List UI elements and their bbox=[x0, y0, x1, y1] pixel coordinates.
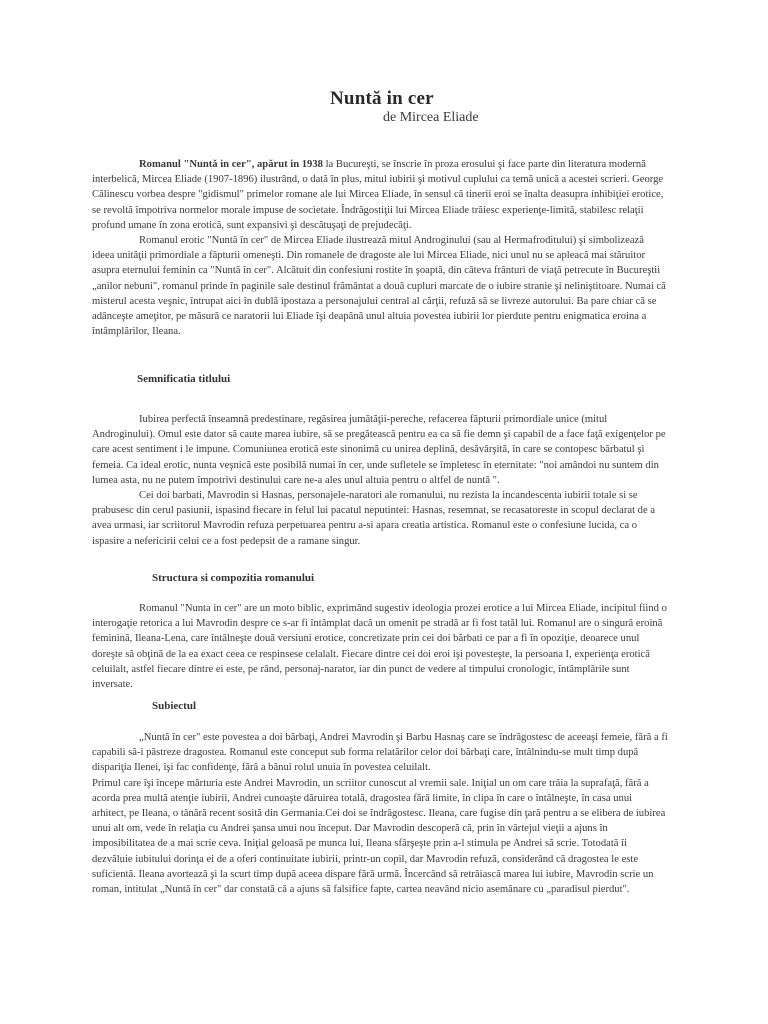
section-1-block bbox=[92, 412, 668, 549]
section-2-block bbox=[92, 601, 668, 692]
section-1-paragraph-1: Iubirea perfectă înseamnă predestinare, regăsirea jumătăţii-pereche, refacerea făpturii primordiale unice (mitul Androginului). Omul este dator să caute marea iubire, să se pregătească pentru ea ca să fie demn şi capabil de a face faţă exigenţelor pe care acest sentiment i le impune. Comuniunea erotică este sinonimă cu unirea deplină, desăvârşită, în care se contopesc bărbatul şi femeia. Ca ideal erotic, nunta veşnică este posibilă numai în cer, unde sufletele se împletesc în eternitate: "noi amândoi nu suntem din lumea asta, nu ne putem împotrivi destinului care ne-a ales unul altuia pentru o altfel de nuntă ". bbox=[92, 414, 666, 486]
section-3-paragraph-2: Primul care îşi începe mărturia este Andrei Mavrodin, un scriitor cunoscut al vremii sale. Iniţial un om care trăia la suprafaţă, fără a acorda prea multă atenţie iubirii, Andrei cunoaşte dăruirea totală, dragostea fără limite, în clipa în care o întâlneşte, în casa unui arhitect, pe Ileana, o tânără recent sosită din Germania.Cei doi se îndrăgostesc. Ileana, care fugise din ţară pentru a se elibera de iubirea unui alt om, vede în relaţia cu Andrei şansa unui nou început. Dar Mavrodin descoperă că, prin în vârtejul vieţii a ajuns în imposibilitatea de a mai scrie ceva. Iniţial geloasă pe munca lui, Ileana sfârşeşte prin a-l stimula pe Andrei să scrie. Totodată îi dezvăluie iubitului dorinţa ei de a oferi continuitate iubirii, printr-un copil, dar Mavrodin refuză, considerând că dragostea le este suficientă. Ileana avortează şi la scurt timp după aceea dispare fără urmă. Încercând să retrăiască marea lui iubire, Mavrodin scrie un roman, intitulat „Nuntă în cer" dar constată că a ajuns să falsifice fapte, cartea neavând nicio asemănare cu „paradisul pierdut". bbox=[92, 777, 666, 896]
intro-paragraph-2: Romanul erotic "Nuntă în cer" de Mircea Eliade ilustrează mitul Androginului (sau al Hermafroditului) şi simbolizează ideea unităţii primordiale a făpturii omeneşti. Din romanele de dragoste ale lui Mircea Eliade, nici unul nu se apleacă mai stăruitor asupra eternului feminin ca "Nuntă în cer". Alcătuit din confesiuni rostite în şoaptă, din câteva frânturi de viaţă petrecute în Bucureştii „anilor nebuni", romanul prinde în paginile sale destinul frământat a două cupluri marcate de o iubire stranie şi neliniştitoare. Numai că misterul acesta veşnic, întrupat aici în dublă ipostaza a personajului central al cărţii, refuză să se livreze autorului. Ba pare chiar că se adânceşte ameţitor, pe măsură ce naratorii lui Eliade îşi deapănă unul altuia povestea iubirii lor pierdute pentru enigmatica eroina a întâmplărilor, Ileana. bbox=[92, 235, 666, 338]
section-3-block bbox=[92, 730, 668, 897]
intro-lead: Romanul "Nuntă in cer", apărut in 1938 bbox=[139, 159, 323, 170]
document-author: de Mircea Eliade bbox=[383, 110, 479, 125]
section-1-paragraph-2: Cei doi barbati, Mavrodin si Hasnas, personajele-naratori ale romanului, nu rezista la incandescenta iubirii totale si se prabusesc din cerul pasiunii, ispasind fiecare in felul lui pacatul neputintei: Hasnas, resemnat, se recasatoreste in scopul declarat de a avea urmasi, iar scriitorul Mavrodin refuza perpetuarea pentru a-si apara creatia artistica. Romanul este o confesiune lucida, ca o ispasire a nefericirii celui ce a fost pedepsit de a ramane singur. bbox=[92, 490, 656, 547]
section-heading-subiectul: Subiectul bbox=[152, 700, 197, 712]
intro-block bbox=[92, 157, 668, 339]
section-heading-semnificatia: Semnificatia titlului bbox=[137, 373, 231, 385]
intro-paragraph-1-text: la Bucureşti, se înscrie în proza erosului şi face parte din literatura modernă interbelică, Mircea Eliade (1907-1896) ilustrând, o dată în plus, mitul iubirii şi motivul cuplului ca temă unică a acestei scrieri. George Călinescu vorbea despre "gidismul" primelor romane ale lui Mircea Eliade, în sensul că tinerii eroi se înalta deasupra inhibiţiei erotice, se revoltă împotriva normelor morale impuse de societate. Îndrăgostiţii lui Mircea Eliade trăiesc experienţe-limită, stabilesc relaţii profund umane în zona erotică, sunt expansivi şi descătuşaţi de prejudecăţi. bbox=[92, 159, 664, 231]
intro-paragraph-1 bbox=[92, 157, 668, 233]
section-2-paragraph-1: Romanul "Nunta in cer" are un moto biblic, exprimând sugestiv ideologia prozei erotice a lui Mircea Eliade, incipitul fiind o interogaţie retorica a lui Mavrodin despre ce s-ar fi întâmplat dacă un omenit pe stradă ar fi fost tatăl lui. Romanul are o singură eroină feminină, Ileana-Lena, care întâlneşte două versiuni erotice, concretizate prin cei doi bărbati ce par a fi în opoziţie, deoarece unul doreşte să obţină de la ea exact ceea ce respinsese celalalt. Fiecare dintre cei doi eroi işi povesteşte, la persoana I, experienţa erotică celuilalt, astfel fiecare dintre ei este, pe rând, personaj-narator, iar din punct de vedere al timpului cronologic, întâmplările sunt inversate. bbox=[92, 603, 667, 691]
section-3-paragraph-1: „Nuntă în cer" este povestea a doi bărbaţi, Andrei Mavrodin şi Barbu Hasnaş care se îndrăgostesc de aceeaşi femeie, fără a fi capabili să-i păstreze dragostea. Romanul este conceput sub forma relatărilor celor doi bărbaţi care, întâlnindu-se mult timp după dispariţia Ilenei, îşi fac confidenţe, fără a bănui rolul unuia în povestea celuilalt. bbox=[92, 732, 668, 774]
section-heading-structura: Structura si compozitia romanului bbox=[152, 572, 315, 584]
document-title: Nuntă in cer bbox=[330, 88, 434, 109]
